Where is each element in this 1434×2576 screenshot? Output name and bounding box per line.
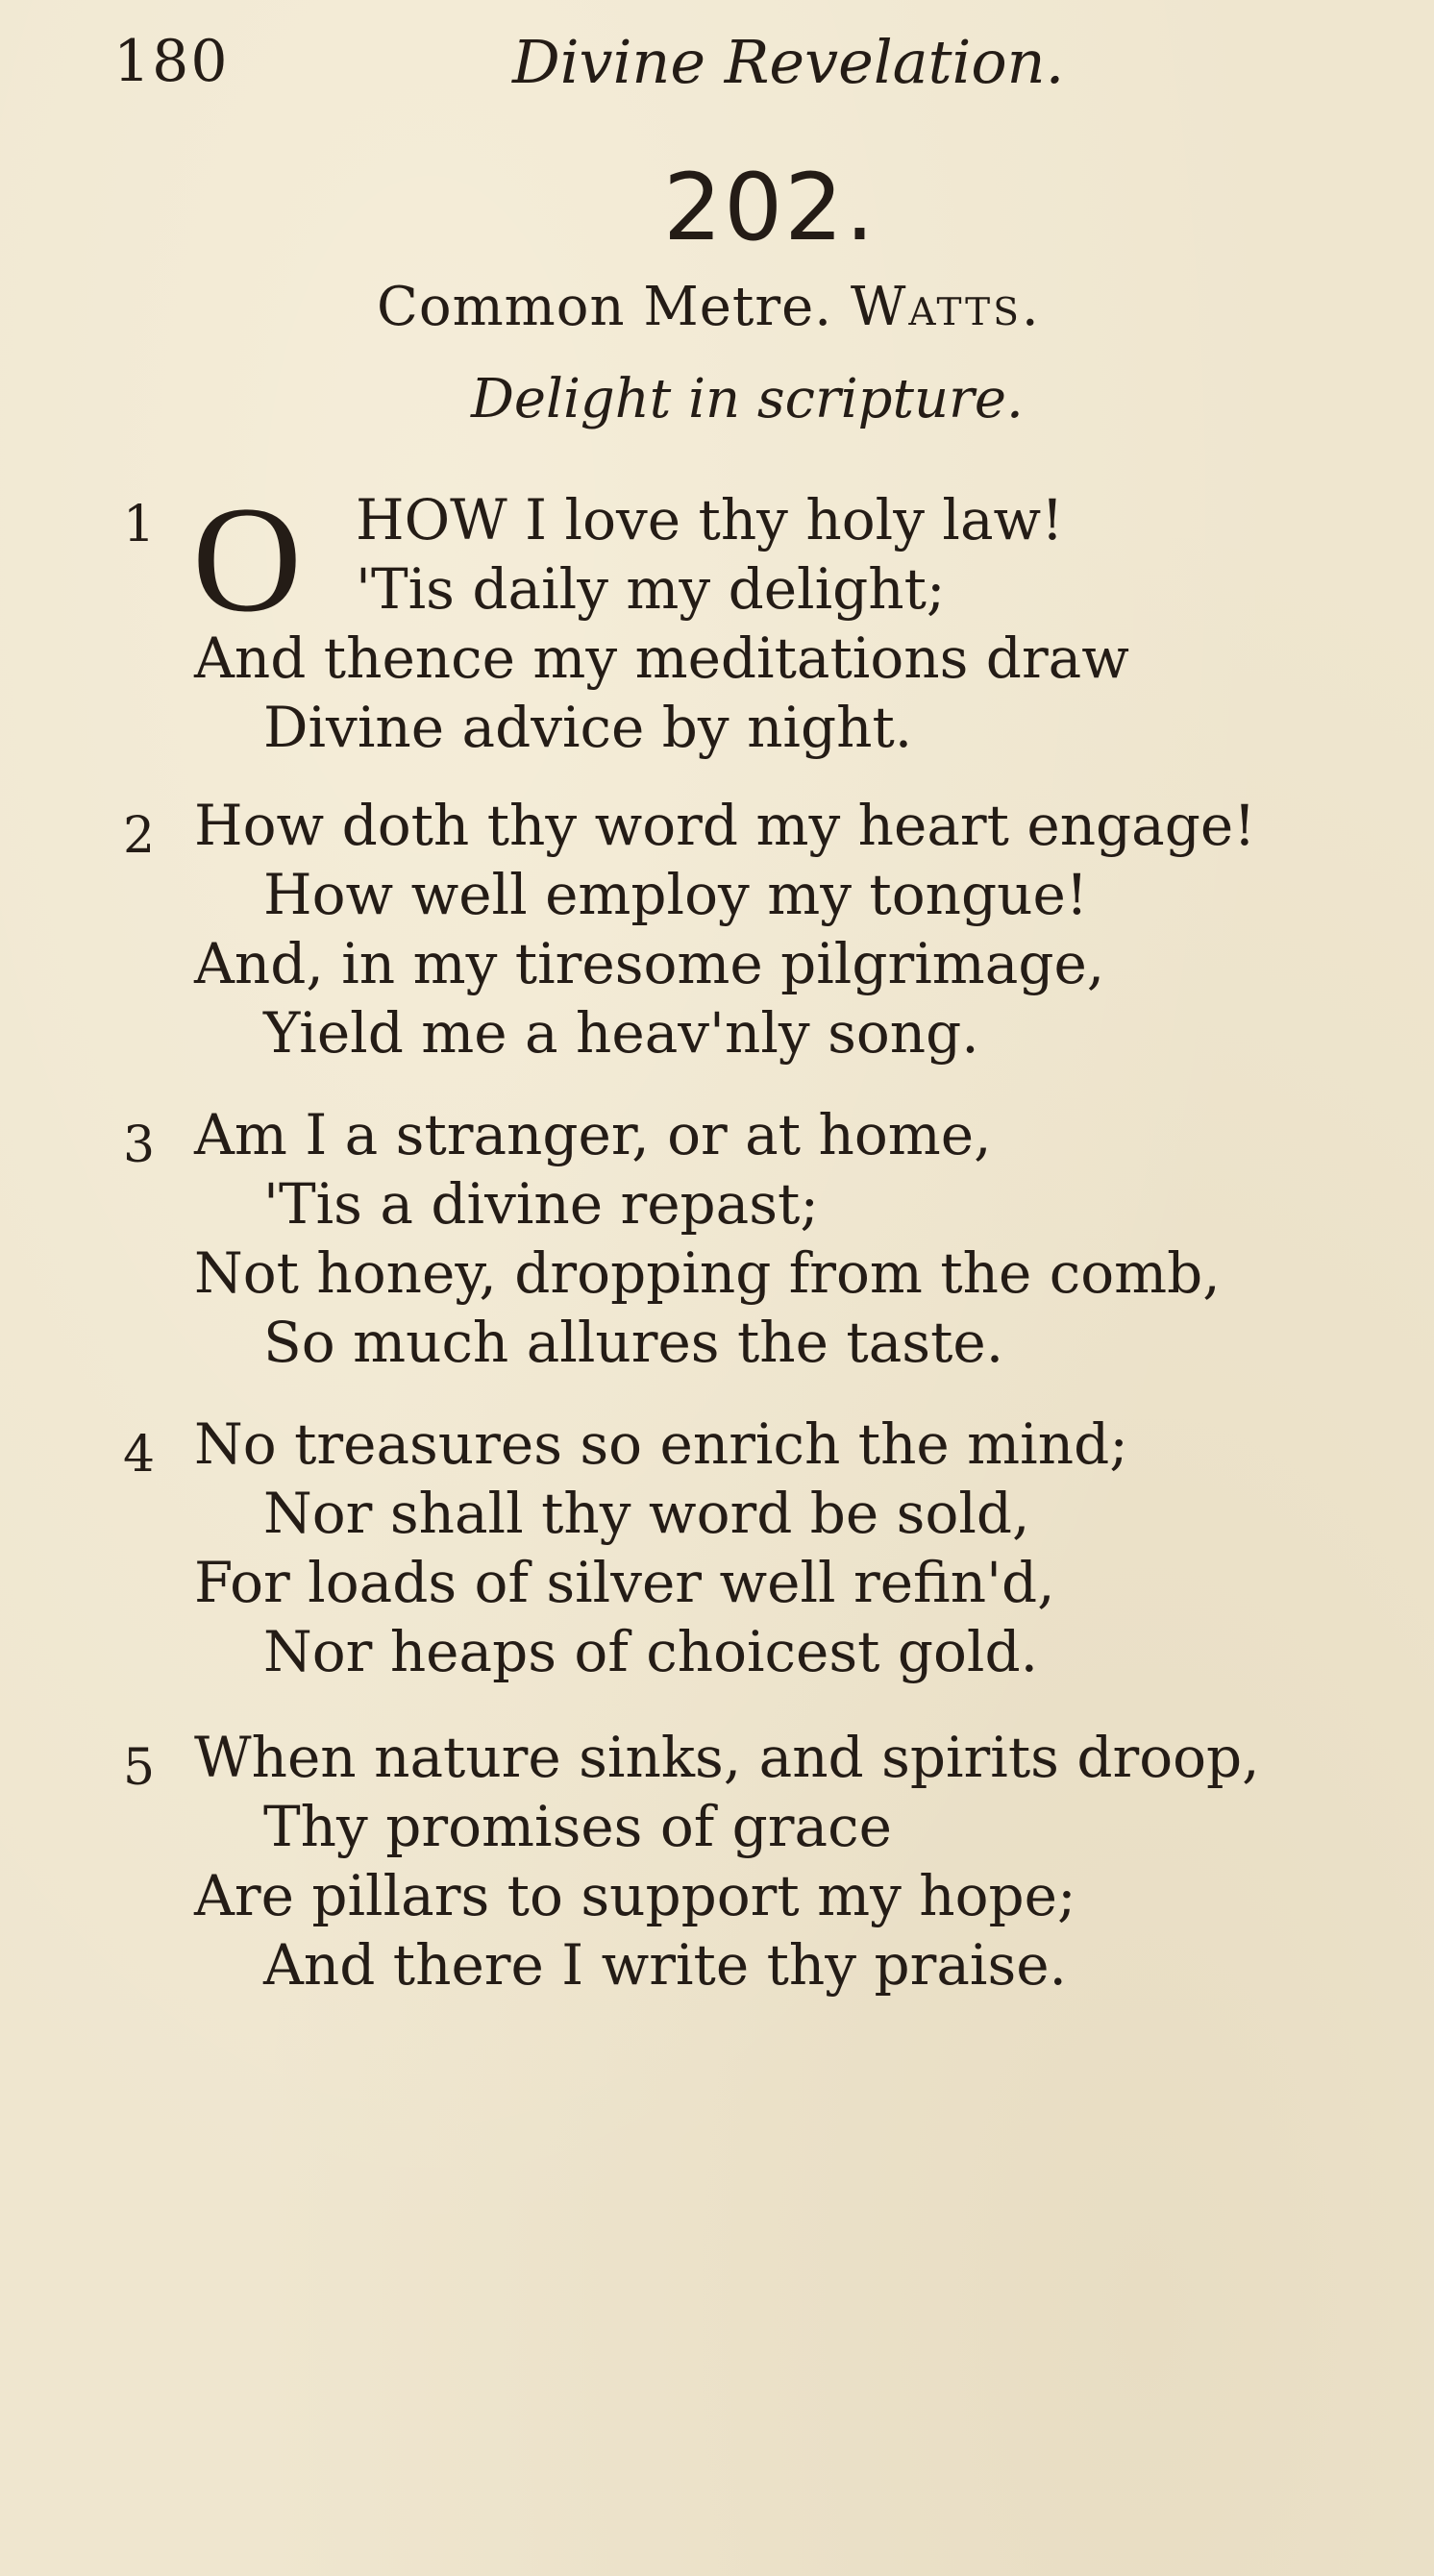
running-title: Divine Revelation. bbox=[512, 27, 1065, 97]
verse-number: 2 bbox=[123, 807, 156, 865]
verse-line: No treasures so enrich the mind; bbox=[194, 1411, 1128, 1477]
verse-line: Nor heaps of choicest gold. bbox=[263, 1619, 1039, 1684]
meter: Common Metre. bbox=[377, 276, 833, 338]
verse-line: 'Tis a divine repast; bbox=[263, 1171, 819, 1237]
verse-line: And, in my tiresome pilgrimage, bbox=[194, 931, 1105, 996]
verse-line: Divine advice by night. bbox=[263, 695, 913, 760]
verse-line: And there I write thy praise. bbox=[263, 1932, 1067, 1998]
verse-line: HOW I love thy holy law! bbox=[356, 487, 1064, 552]
running-head bbox=[113, 29, 1075, 115]
page-number: 180 bbox=[113, 28, 230, 95]
verse-line: For loads of silver well refin'd, bbox=[194, 1550, 1055, 1615]
hymn-subtitle: Delight in scripture. bbox=[471, 368, 1024, 430]
verse-line: How well employ my tongue! bbox=[263, 862, 1089, 927]
verse-line: 'Tis daily my delight; bbox=[356, 556, 946, 622]
verse-line: Thy promises of grace bbox=[263, 1794, 892, 1859]
verse-line: Not honey, dropping from the comb, bbox=[194, 1240, 1221, 1306]
verse-line: So much allures the taste. bbox=[263, 1310, 1004, 1375]
author: Watts. bbox=[850, 276, 1042, 338]
verse-number: 4 bbox=[123, 1426, 156, 1484]
verse-line: Are pillars to support my hope; bbox=[194, 1863, 1076, 1928]
verse-line: Nor shall thy word be sold, bbox=[263, 1481, 1030, 1546]
meter-line bbox=[377, 276, 1042, 338]
verse-line: And thence my meditations draw bbox=[194, 626, 1129, 691]
hymn-number: 202. bbox=[663, 154, 877, 261]
verse-number: 5 bbox=[123, 1739, 156, 1797]
verse-number: 3 bbox=[123, 1116, 156, 1174]
verse-line: When nature sinks, and spirits droop, bbox=[194, 1725, 1260, 1790]
drop-cap: O bbox=[192, 476, 303, 644]
verse-line: How doth thy word my heart engage! bbox=[194, 793, 1256, 858]
verse-line: Yield me a heav'nly song. bbox=[263, 1000, 979, 1066]
verse-number: 1 bbox=[123, 496, 156, 553]
verse-line: Am I a stranger, or at home, bbox=[194, 1102, 992, 1167]
